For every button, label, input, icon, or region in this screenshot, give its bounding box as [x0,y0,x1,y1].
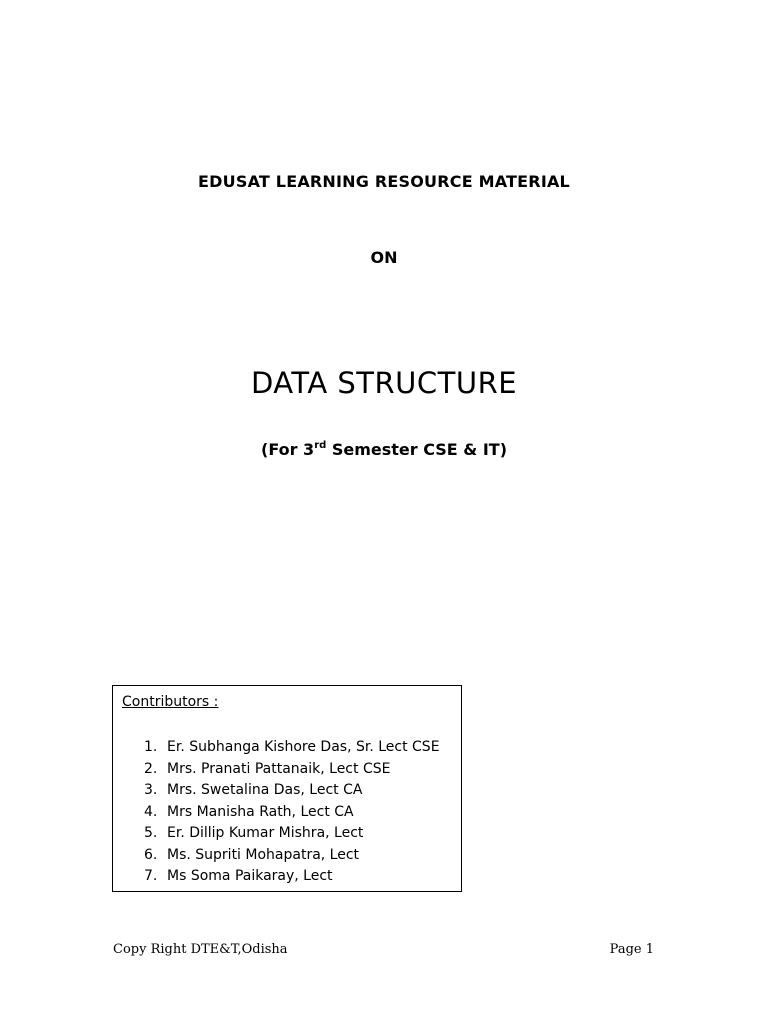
document-subtitle [0,440,768,459]
contributor-name: Ms. Supriti Mohapatra, Lect [167,846,360,863]
contributor-item [144,780,440,802]
subtitle-prefix: (For 3 [261,440,315,459]
contributors-box [112,685,462,892]
footer-page-number: Page 1 [609,942,654,957]
contributor-number: 5. [144,825,158,841]
contributors-heading: Contributors : [122,694,219,710]
document-title: DATA STRUCTURE [250,366,518,400]
contributor-name: Ms Soma Paikaray, Lect [167,868,333,884]
contributor-number: 7. [144,868,158,884]
subtitle-suffix: Semester CSE & IT) [326,440,507,459]
contributor-name: Er. Subhanga Kishore Das, Sr. Lect CSE [167,739,440,755]
contributor-item [144,802,440,824]
footer-copyright: Copy Right DTE&T,Odisha [113,942,288,957]
contributor-name: Mrs Manisha Rath, Lect CA [167,803,354,820]
contributor-item [144,737,440,759]
contributor-item [144,866,440,888]
contributor-name: Mrs. Swetalina Das, Lect CA [167,782,363,798]
contributor-item [144,759,440,781]
contributor-number: 2. [144,760,158,777]
contributor-number: 1. [144,739,158,755]
on-label: ON [370,248,398,267]
contributors-list [144,737,440,888]
contributor-item [144,823,440,845]
contributor-item [144,845,440,867]
contributor-number: 6. [144,846,158,863]
material-heading: EDUSAT LEARNING RESOURCE MATERIAL [198,172,570,191]
subtitle-superscript: rd [314,440,327,451]
contributor-name: Er. Dillip Kumar Mishra, Lect [167,825,364,841]
contributor-name: Mrs. Pranati Pattanaik, Lect CSE [167,760,391,777]
contributor-number: 4. [144,803,158,820]
contributor-number: 3. [144,782,158,798]
